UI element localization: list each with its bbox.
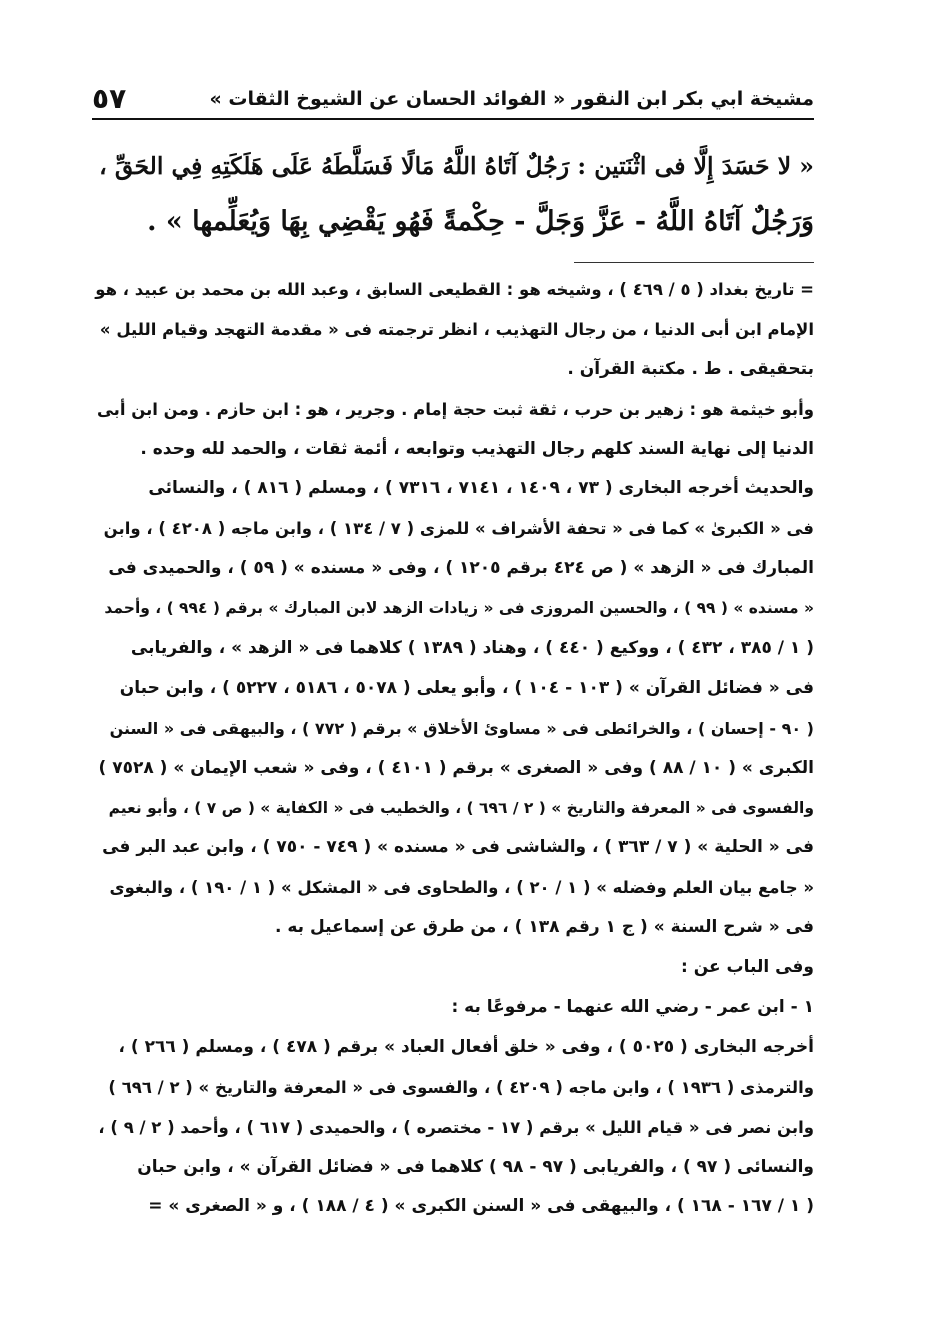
running-header-title: مشيخة ابي بكر ابن النقور « الفوائد الحسان عن الشيوخ الثقات » [209, 88, 814, 110]
footnote-line: الدنيا إلى نهاية السند كلهم رجال التهذيب وتوابعه ، أئمة ثقات ، والحمد لله وحده . [140, 438, 814, 459]
footnote-line: وفى الباب عن : [681, 957, 814, 978]
footnote-line: وابن نصر فى « قيام الليل » برقم ( ١٧ - مختصره ) ، والحميدى ( ٦١٧ ) ، وأحمد ( ٢ / ٩ ) ، [98, 1117, 814, 1137]
footnote-line: الكبرى » ( ١٠ / ٨٨ ) وفى « الصغرى » برقم ( ٤١٠١ ) ، وفى « شعب الإيمان » ( ٧٥٢٨ ) [98, 757, 814, 778]
footnote-line: والحديث أخرجه البخارى ( ٧٣ ، ١٤٠٩ ، ٧١٤١ ، ٧٣١٦ ) ، ومسلم ( ٨١٦ ) ، والنسائى [148, 478, 814, 499]
hadith-line: وَرَجُلٌ آتَاهُ اللَّهُ - عَزَّ وَجَلَّ - حِكْمةً فَهُو يَقْضِي بِهَا وَيُعَلِّمها » . [147, 206, 814, 237]
hadith-line: « لا حَسَدَ إِلَّا فى اثْنَتين : رَجُلٌ آتَاهُ اللَّهُ مَالًا فَسَلَّطَهُ عَلَى هَلَكَتِهِ فِي الحَقِّ ، [99, 152, 814, 180]
footnote-line: المبارك فى « الزهد » ( ص ٤٢٤ برقم ١٢٠٥ ) ، وفى « مسنده » ( ٥٩ ) ، والحميدى فى [108, 558, 814, 579]
hadith-text [92, 138, 814, 250]
footnote-line: = تاريخ بغداد ( ٥ / ٤٦٩ ) ، وشيخه هو : القطيعى السابق ، وعبد الله بن محمد بن عبيد ، هو [95, 280, 814, 299]
page-number: ٥٧ [92, 82, 127, 115]
footnote-line: أخرجه البخارى ( ٥٠٢٥ ) ، وفى « خلق أفعال العباد » برقم ( ٤٧٨ ) ، ومسلم ( ٢٦٦ ) ، [118, 1036, 814, 1057]
footnote-line: ( ١ / ٣٨٥ ، ٤٣٢ ) ، ووكيع ( ٤٤٠ ) ، وهناد ( ١٣٨٩ ) كلاهما فى « الزهد » ، والفريابى [130, 638, 814, 659]
footnote-line: الإمام ابن أبى الدنيا ، من رجال التهذيب ، انظر ترجمته فى « مقدمة التهجد وقيام الليل » [99, 319, 814, 339]
footnote-line: والترمذى ( ١٩٣٦ ) ، وابن ماجه ( ٤٢٠٩ ) ، والفسوى فى « المعرفة والتاريخ » ( ٢ / ٦٩٦ ) [108, 1077, 814, 1097]
footnote-divider [574, 262, 814, 263]
footnote-line: « جامع بيان العلم وفضله » ( ١ / ٢٠ ) ، والطحاوى فى « المشكل » ( ١ / ١٩٠ ) ، والبغوى [109, 878, 814, 898]
footnote-line: والنسائى ( ٩٧ ) ، والفريابى ( ٩٧ - ٩٨ ) كلاهما فى « فضائل القرآن » ، وابن حبان [137, 1156, 814, 1177]
footnote-line: فى « شرح السنة » ( ج ١ رقم ١٣٨ ) ، من طرق عن إسماعيل به . [275, 917, 814, 938]
footnote-line: فى « الكبرىٰ » كما فى « تحفة الأشراف » للمزى ( ٧ / ١٣٤ ) ، وابن ماجه ( ٤٢٠٨ ) ، وابن [103, 519, 814, 539]
running-header [92, 82, 814, 120]
footnote-line: وأبو خيثمة هو : زهير بن حرب ، ثقة ثبت حجة إمام . وجرير ، هو : ابن حازم . ومن ابن أبى [96, 399, 814, 419]
footnote-line: والفسوى فى « المعرفة والتاريخ » ( ٢ / ٦٩٦ ) ، والخطيب فى « الكفاية » ( ص ٧ ) ، وأبو نعيم [108, 798, 814, 817]
footnotes [92, 270, 814, 1227]
footnote-line: ( ١ / ١٦٧ - ١٦٨ ) ، والبيهقى فى « السنن الكبرى » ( ٤ / ١٨٨ ) ، و « الصغرى » = [148, 1196, 814, 1217]
footnote-line: فى « فضائل القرآن » ( ١٠٣ - ١٠٤ ) ، وأبو يعلى ( ٥٠٧٨ ، ٥١٨٦ ، ٥٢٢٧ ) ، وابن حبان [119, 677, 814, 698]
footnote-line: بتحقيقى . ط . مكتبة القرآن . [567, 358, 814, 379]
footnote-line: ١ - ابن عمر - رضي الله عنهما - مرفوعًا به : [451, 997, 814, 1018]
footnote-line: ( ٩٠ - إحسان ) ، والخرائطى فى « مساوئ الأخلاق » برقم ( ٧٧٢ ) ، والبيهقى فى « السنن [109, 718, 814, 738]
footnote-line: « مسنده » ( ٩٩ ) ، والحسين المروزى فى « زيادات الزهد لابن المبارك » برقم ( ٩٩٤ ) ، وأحمد [104, 599, 814, 618]
footnote-line: فى « الحلية » ( ٧ / ٣٦٣ ) ، والشاشى فى « مسنده » ( ٧٤٩ - ٧٥٠ ) ، وابن عبد البر فى [102, 837, 814, 858]
